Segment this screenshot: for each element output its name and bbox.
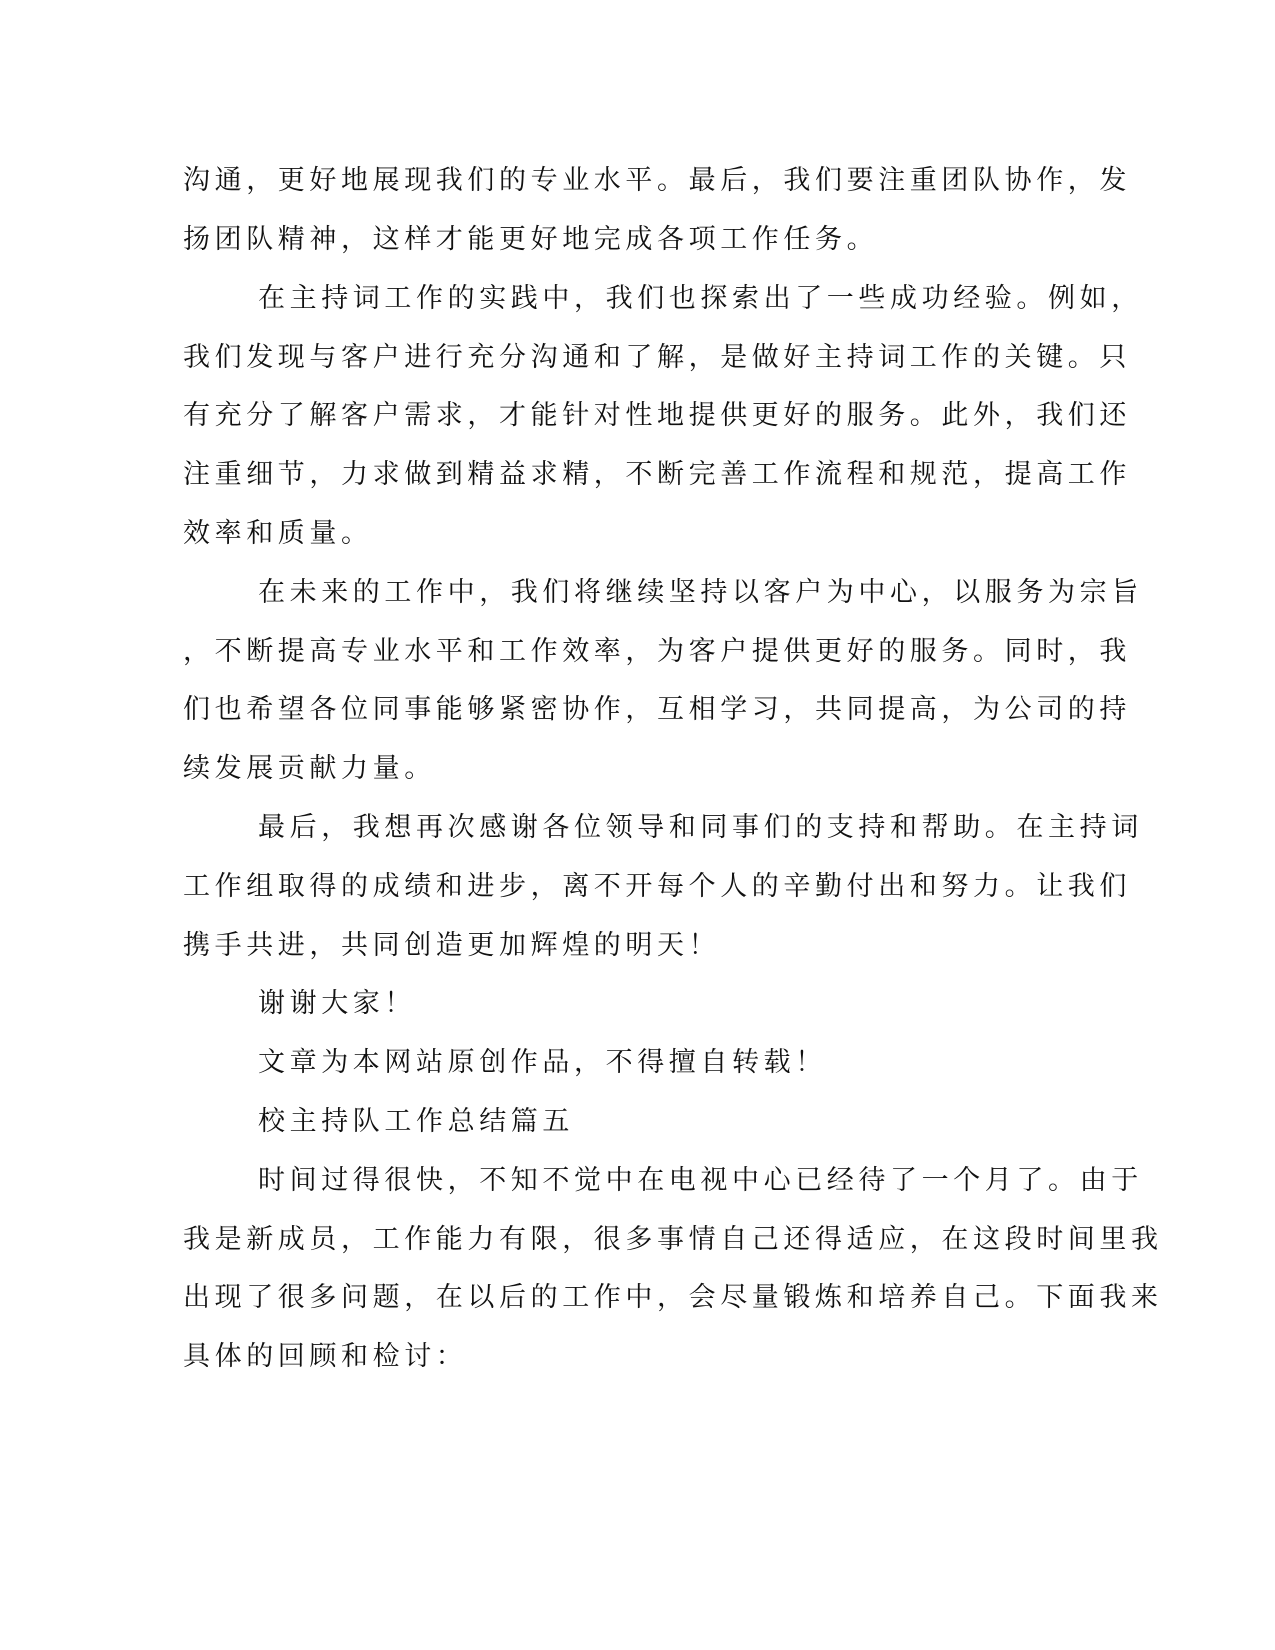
text-line: 出现了很多问题，在以后的工作中，会尽量锻炼和培养自己。下面我来: [183, 1282, 1163, 1313]
text-line: 我是新成员，工作能力有限，很多事情自己还得适应，在这段时间里我: [183, 1224, 1163, 1255]
text-line: 续发展贡献力量。: [183, 753, 436, 784]
text-line: ，不断提高专业水平和工作效率，为客户提供更好的服务。同时，我: [183, 636, 1131, 667]
thanks-line: 谢谢大家！: [258, 988, 416, 1019]
text-line: 具体的回顾和检讨：: [183, 1341, 468, 1372]
text-line: 工作组取得的成绩和进步，离不开每个人的辛勤付出和努力。让我们: [183, 871, 1131, 902]
paragraph-first-line: 在主持词工作的实践中，我们也探索出了一些成功经验。例如，: [258, 283, 1143, 314]
text-line: 效率和质量。: [183, 518, 373, 549]
text-line: 注重细节，力求做到精益求精，不断完善工作流程和规范，提高工作: [183, 459, 1131, 490]
section-heading: 校主持队工作总结篇五: [258, 1106, 574, 1137]
text-line: 有充分了解客户需求，才能针对性地提供更好的服务。此外，我们还: [183, 400, 1131, 431]
text-line: 沟通，更好地展现我们的专业水平。最后，我们要注重团队协作，发: [183, 165, 1131, 196]
paragraph-first-line: 最后，我想再次感谢各位领导和同事们的支持和帮助。在主持词: [258, 812, 1143, 843]
paragraph-first-line: 在未来的工作中，我们将继续坚持以客户为中心，以服务为宗旨: [258, 577, 1143, 608]
text-line: 扬团队精神，这样才能更好地完成各项工作任务。: [183, 224, 879, 255]
paragraph-first-line: 时间过得很快，不知不觉中在电视中心已经待了一个月了。由于: [258, 1165, 1143, 1196]
text-line: 携手共进，共同创造更加辉煌的明天！: [183, 930, 721, 961]
copyright-notice: 文章为本网站原创作品，不得擅自转载！: [258, 1047, 827, 1078]
text-line: 们也希望各位同事能够紧密协作，互相学习，共同提高，为公司的持: [183, 694, 1131, 725]
text-line: 我们发现与客户进行充分沟通和了解，是做好主持词工作的关键。只: [183, 342, 1131, 373]
